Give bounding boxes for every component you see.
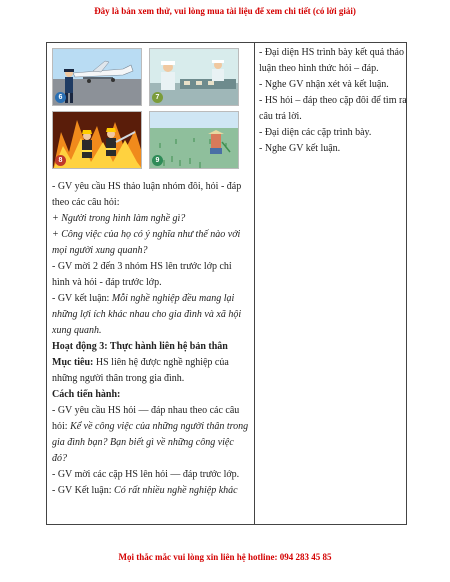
student-listen-conclusion: - Nghe GV kết luận.: [259, 143, 341, 154]
lesson-table: [46, 42, 407, 525]
instruction-present: - GV mời 2 đến 3 nhóm HS lên trước lớp chỉ hình và hỏi - đáp trước lớp.: [52, 261, 232, 288]
student-activities-column: [255, 43, 406, 524]
image-number-badge: 7: [152, 92, 163, 103]
conclusion-1: [52, 291, 250, 339]
pilot-airplane-illustration: [52, 48, 142, 106]
student-present-result: - Đại diện HS trình bày kết quả thảo luận theo hình thức hỏi – đáp.: [259, 47, 404, 74]
instruction-discussion: - GV yêu cầu HS thảo luận nhóm đôi, hỏi - đáp theo các câu hỏi:: [52, 181, 242, 208]
teacher-activities-column: [47, 43, 255, 524]
firefighter-illustration: [52, 111, 142, 169]
image-number-badge: 9: [152, 155, 163, 166]
image-number-badge: 8: [55, 155, 66, 166]
image-number-badge: 6: [55, 92, 66, 103]
conclusion-label: - GV kết luận:: [52, 293, 112, 304]
instruction-qa-label: - GV yêu cầu HS hỏi — đáp nhau theo các câu hỏi:: [52, 405, 240, 432]
goal-label: Mục tiêu:: [52, 357, 94, 368]
goal: [52, 355, 250, 387]
hotline-footer: Mọi thắc mắc vui lòng xin liên hệ hotline: 094 283 45 85: [118, 552, 332, 562]
student-pairs-present: - Đại diện các cặp trình bày.: [259, 127, 372, 138]
question-job: + Người trong hình làm nghề gì?: [52, 213, 186, 224]
instruction-qa-questions: Kể về công việc của những người thân trong gia đình bạn? Bạn biết gì về những công việc đó?: [52, 421, 249, 464]
question-meaning: + Công việc của họ có ý nghĩa như thế nào với mọi người xung quanh?: [52, 229, 241, 256]
teacher-activities-text: [52, 179, 250, 499]
instruction-qa: [52, 403, 250, 467]
method-label: Cách tiến hành:: [52, 389, 121, 400]
conclusion-2: [52, 483, 250, 499]
instruction-pairs-present: - GV mời các cặp HS lên hỏi — đáp trước lớp.: [52, 469, 240, 480]
conclusion-2-text: Có rất nhiều nghề nghiệp khác: [114, 485, 238, 496]
conclusion-2-label: - GV Kết luận:: [52, 485, 115, 496]
preview-notice: Đây là bản xem thử, vui lòng mua tài liệu để xem chi tiết (có lời giải): [94, 6, 356, 16]
factory-workers-illustration: [149, 48, 239, 106]
goal-text: HS liên hệ được nghề nghiệp của những người thân trong gia đình.: [52, 357, 229, 384]
student-listen-feedback: - Nghe GV nhận xét và kết luận.: [259, 79, 389, 90]
activity-3-title: Hoạt động 3: Thực hành liên hệ bản thân: [52, 341, 228, 352]
student-activities-text: [259, 45, 407, 157]
conclusion-text: Mỗi nghề nghiệp đều mang lại những lợi ích khác nhau cho gia đình và xã hội xung quanh.: [52, 293, 242, 336]
farmers-rice-field-illustration: [149, 111, 239, 169]
student-pair-qa: - HS hỏi – đáp theo cặp đôi để tìm ra câu trả lời.: [259, 95, 407, 122]
